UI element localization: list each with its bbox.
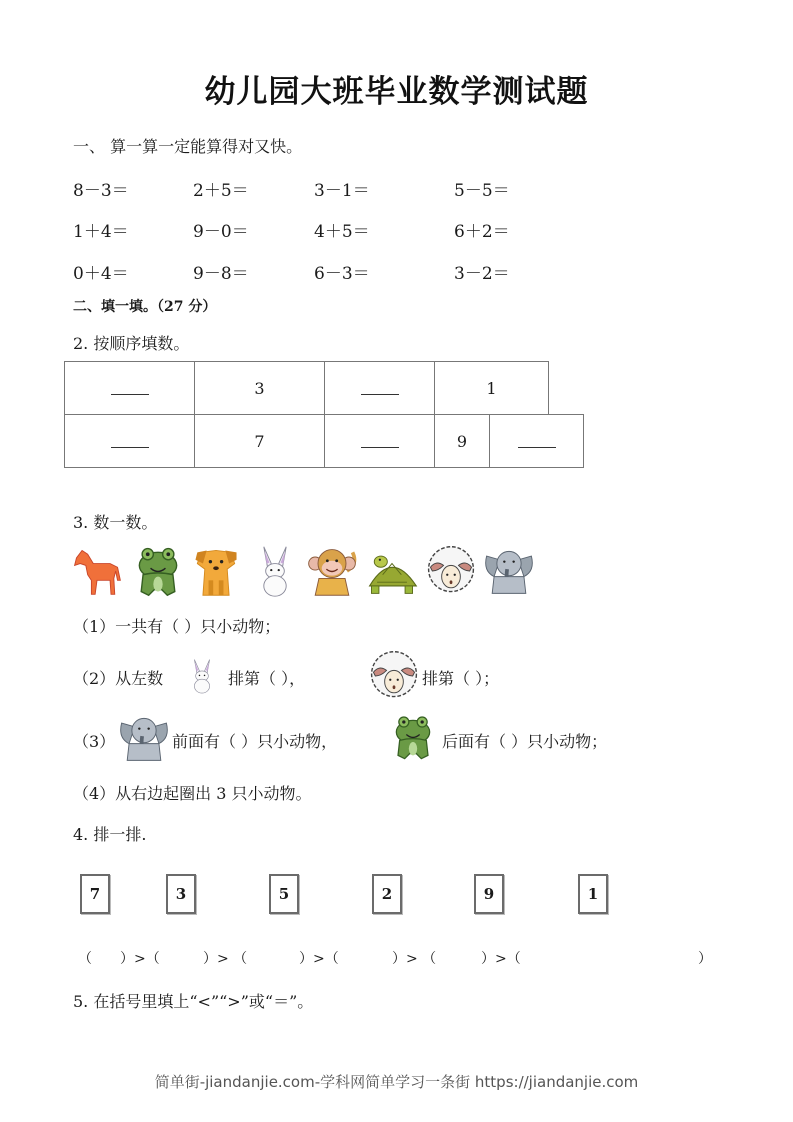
footer-watermark: 简单街-jiandanjie.com-学科网简单学习一条街 https://jiandanjie.com — [154, 1073, 639, 1091]
order-paren: （ — [78, 951, 92, 967]
sequence-cell[interactable] — [64, 414, 195, 468]
number-card: 2 — [372, 874, 402, 914]
q3-sub2-mid: 排第（ ）， — [228, 669, 306, 688]
q3-label: 3. 数一数。 — [73, 513, 158, 532]
rabbit-icon — [183, 648, 221, 704]
order-paren[interactable]: ）>（ — [481, 951, 521, 967]
equation: 1＋4＝ — [73, 222, 129, 242]
blank-line — [361, 446, 399, 448]
number-card: 7 — [80, 874, 110, 914]
equation: 5－5＝ — [454, 181, 510, 201]
sequence-cell[interactable] — [489, 414, 584, 468]
equation: 9－8＝ — [193, 264, 249, 284]
sequence-cell: 1 — [434, 361, 549, 415]
number-card: 1 — [578, 874, 608, 914]
rabbit-icon — [247, 543, 303, 599]
equation: 0＋4＝ — [73, 264, 129, 284]
sequence-cell: 3 — [194, 361, 325, 415]
sequence-cell[interactable] — [324, 414, 435, 468]
q4-label: 4. 排一排. — [73, 825, 147, 844]
equation: 3－1＝ — [314, 181, 370, 201]
q5-label: 5. 在括号里填上“<”“>”或“＝”。 — [73, 992, 314, 1011]
q3-sub2-prefix: （2）从左数 — [73, 669, 164, 688]
frog-icon — [130, 543, 186, 599]
blank-line — [518, 446, 556, 448]
section1-heading: 一、 算一算一定能算得对又快。 — [73, 137, 303, 156]
horse-icon — [69, 543, 125, 599]
equation: 3－2＝ — [454, 264, 510, 284]
monkey-icon — [304, 543, 360, 599]
dog-icon — [188, 543, 244, 599]
blank-line — [111, 446, 149, 448]
equation: 9－0＝ — [193, 222, 249, 242]
number-card: 5 — [269, 874, 299, 914]
equation: 6－3＝ — [314, 264, 370, 284]
q3-sub4: （4）从右边起圈出 3 只小动物。 — [73, 784, 312, 803]
q3-sub2-end: 排第（ ）； — [422, 669, 500, 688]
number-card: 9 — [474, 874, 504, 914]
equation: 6＋2＝ — [454, 222, 510, 242]
q2-label: 2. 按顺序填数。 — [73, 334, 190, 353]
order-paren[interactable]: ） — [698, 951, 712, 967]
number-card: 3 — [166, 874, 196, 914]
q3-sub1: （1）一共有（ ）只小动物； — [73, 617, 281, 636]
equation: 2＋5＝ — [193, 181, 249, 201]
blank-line — [111, 393, 149, 395]
sequence-cell: 9 — [434, 414, 490, 468]
sequence-cell[interactable] — [324, 361, 435, 415]
page-title: 幼儿园大班毕业数学测试题 — [204, 74, 589, 110]
order-paren[interactable]: ）>（ — [120, 951, 160, 967]
turtle-icon — [364, 543, 420, 599]
order-paren[interactable]: ）> （ — [203, 951, 248, 967]
sheep-icon — [423, 543, 479, 599]
q3-sub3-mid: 前面有（ ）只小动物， — [172, 732, 338, 751]
blank-line — [361, 393, 399, 395]
sheep-icon — [366, 648, 422, 704]
frog-icon — [388, 708, 438, 766]
equation: 4＋5＝ — [314, 222, 370, 242]
elephant-icon — [481, 543, 537, 599]
q3-sub3-end: 后面有（ ）只小动物； — [442, 732, 608, 751]
sequence-cell: 7 — [194, 414, 325, 468]
elephant-icon — [116, 710, 172, 766]
q3-sub3-prefix: （3） — [73, 732, 116, 751]
order-paren[interactable]: ）> （ — [392, 951, 437, 967]
section2-heading: 二、填一填。（27 分） — [73, 299, 217, 315]
order-paren[interactable]: ）>（ — [299, 951, 339, 967]
sequence-cell[interactable] — [64, 361, 195, 415]
equation: 8－3＝ — [73, 181, 129, 201]
